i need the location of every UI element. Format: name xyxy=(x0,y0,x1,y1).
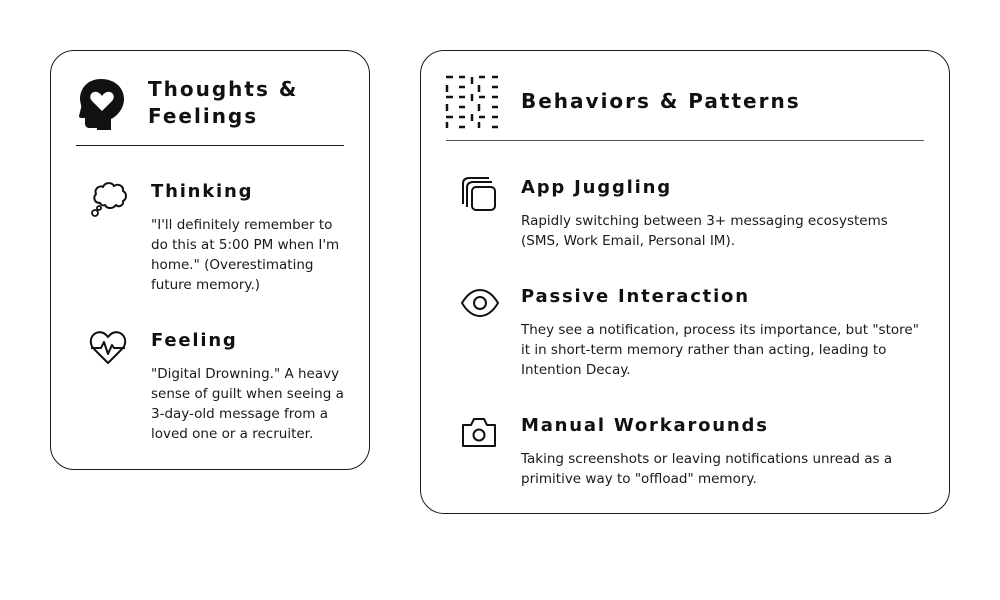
divider xyxy=(446,140,924,141)
item-title: Passive Interaction xyxy=(521,286,750,307)
item-description: "Digital Drowning." A heavy sense of guilt when seeing a 3-day-old message from a loved one or a recruiter. xyxy=(151,366,344,442)
item-title: App Juggling xyxy=(521,177,672,198)
item-description: Taking screenshots or leaving notifications unread as a primitive way to "offload" memory. xyxy=(521,451,893,487)
camera-icon xyxy=(461,416,497,448)
eye-icon xyxy=(460,288,500,318)
head-heart-icon xyxy=(79,78,125,130)
thought-bubble-icon xyxy=(90,181,128,217)
pattern-grid-icon xyxy=(445,75,499,129)
card-title: Thoughts & Feelings xyxy=(148,77,299,128)
item-title: Manual Workarounds xyxy=(521,415,769,436)
item-description: Rapidly switching between 3+ messaging ecosystems (SMS, Work Email, Personal IM). xyxy=(521,213,888,249)
item-description: They see a notification, process its importance, but "store" it in short-term memory rather than acting, leading to Intention Decay. xyxy=(521,322,919,378)
item-title: Thinking xyxy=(151,181,254,202)
stacked-windows-icon xyxy=(461,176,497,212)
card-title: Behaviors & Patterns xyxy=(521,89,801,113)
behaviors-patterns-card xyxy=(420,50,950,514)
item-description: "I'll definitely remember to do this at 5:00 PM when I'm home." (Overestimating future memory.) xyxy=(151,217,340,293)
divider xyxy=(76,145,344,146)
heart-pulse-icon xyxy=(89,330,127,366)
item-title: Feeling xyxy=(151,330,238,351)
thoughts-feelings-card xyxy=(50,50,370,470)
